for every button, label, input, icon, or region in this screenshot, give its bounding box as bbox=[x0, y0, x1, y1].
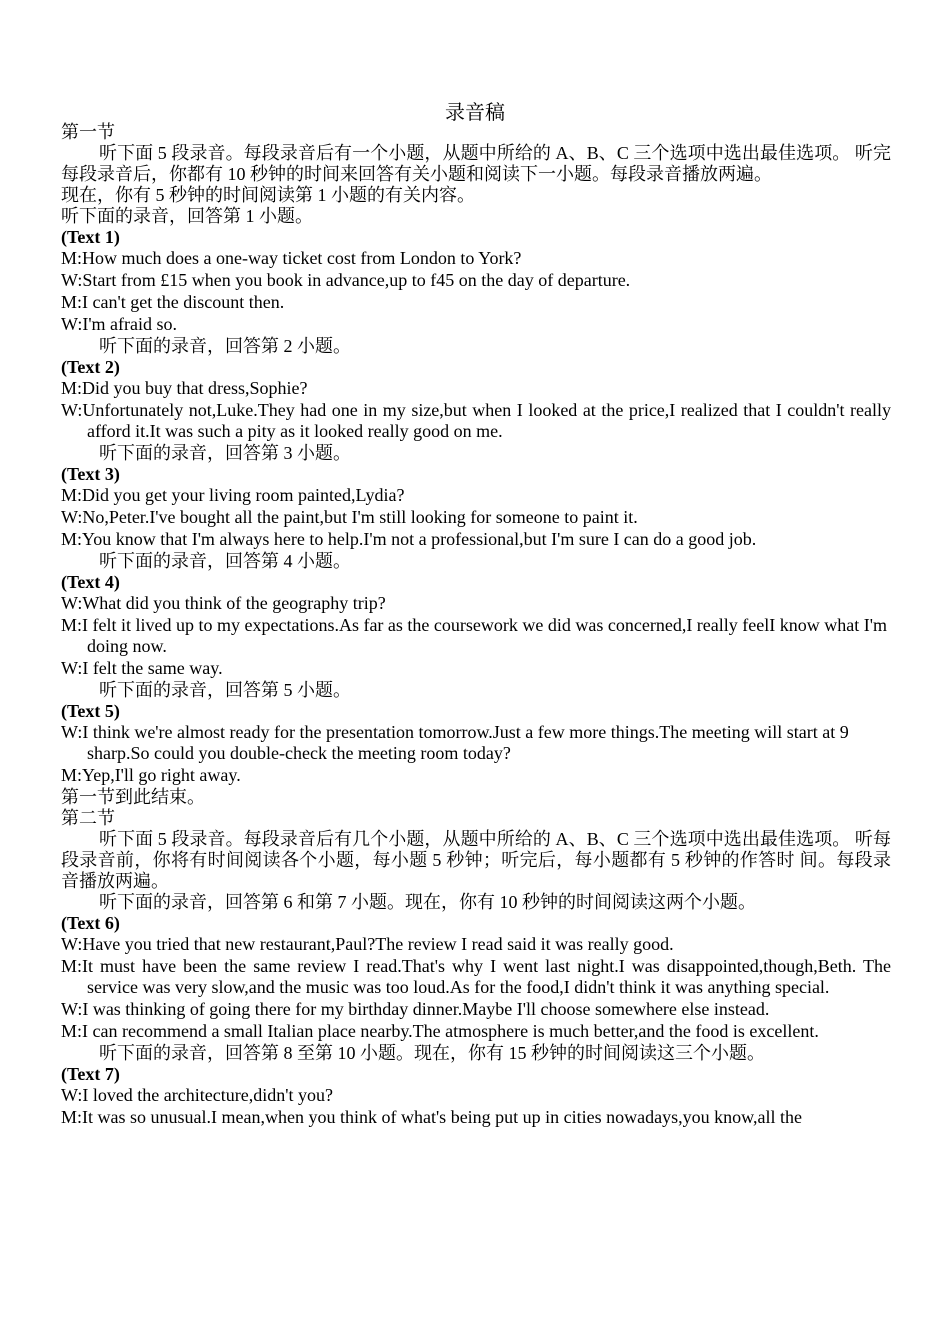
dialogue-line: W:I'm afraid so. bbox=[61, 314, 178, 334]
listening-prompt: 听下面的录音，回答第 8 至第 10 小题。现在，你有 15 秒钟的时间阅读这三个小题。 bbox=[99, 1043, 765, 1063]
section-instructions: 听下面 5 段录音。每段录音后有几个小题，从题中所给的 A、B、C 三个选项中选出最佳选项。 听每段录音前，你将有时间阅读各个小题，每小题 5 秒钟；听完后，每小题都有 5 秒钟的作答时 间。每段录音播放两遍。 bbox=[61, 829, 891, 891]
dialogue-line: W:I loved the architecture,didn't you? bbox=[61, 1085, 333, 1105]
section-heading: 第一节 bbox=[61, 122, 115, 142]
listening-prompt: 听下面的录音，回答第 1 小题。 bbox=[61, 206, 313, 226]
listening-prompt: 听下面的录音，回答第 4 小题。 bbox=[99, 551, 351, 571]
dialogue-line: W:Unfortunately not,Luke.They had one in my size,but when I looked at the price,I realized that I couldn't really afford it.It was such a pity as it looked really good on me. bbox=[61, 400, 891, 441]
section-instructions: 听下面 5 段录音。每段录音后有一个小题，从题中所给的 A、B、C 三个选项中选出最佳选项。 听完每段录音后，你都有 10 秒钟的时间来回答有关小题和阅读下一小题。每段录音播放两遍。 bbox=[61, 143, 891, 184]
dialogue-line: M:Did you get your living room painted,Lydia? bbox=[61, 485, 405, 505]
reading-notice: 现在，你有 5 秒钟的时间阅读第 1 小题的有关内容。 bbox=[61, 185, 475, 205]
text-label: (Text 5) bbox=[61, 701, 120, 721]
text-label: (Text 3) bbox=[61, 464, 120, 484]
dialogue-line: W:What did you think of the geography trip? bbox=[61, 593, 386, 613]
dialogue-line: M:It was so unusual.I mean,when you think of what's being put up in cities nowadays,you know,all the bbox=[61, 1107, 802, 1127]
section-end: 第一节到此结束。 bbox=[61, 787, 205, 807]
dialogue-line: W:I was thinking of going there for my birthday dinner.Maybe I'll choose somewhere else instead. bbox=[61, 999, 770, 1019]
dialogue-line: M:I can recommend a small Italian place nearby.The atmosphere is much better,and the food is excellent. bbox=[61, 1021, 819, 1041]
dialogue-line: W:I think we're almost ready for the presentation tomorrow.Just a few more things.The meeting will start at 9 sharp.So could you double-check the meeting room today? bbox=[61, 722, 849, 763]
dialogue-line: M:I can't get the discount then. bbox=[61, 292, 285, 312]
text-label: (Text 1) bbox=[61, 227, 120, 247]
listening-prompt: 听下面的录音，回答第 6 和第 7 小题。现在，你有 10 秒钟的时间阅读这两个小题。 bbox=[99, 892, 756, 912]
dialogue-line: M:It must have been the same review I read.That's why I went last night.I was disappointed,though,Beth. The service was very slow,and the music was too loud.As for the food,I didn't think it was anything special. bbox=[61, 956, 891, 997]
text-label: (Text 4) bbox=[61, 572, 120, 592]
document-body bbox=[61, 122, 891, 1129]
dialogue-line: M:How much does a one-way ticket cost from London to York? bbox=[61, 248, 522, 268]
text-label: (Text 2) bbox=[61, 357, 120, 377]
dialogue-line: W:Start from £15 when you book in advance,up to f45 on the day of departure. bbox=[61, 270, 631, 290]
dialogue-line: M:You know that I'm always here to help.I'm not a professional,but I'm sure I can do a good job. bbox=[61, 529, 757, 549]
listening-prompt: 听下面的录音，回答第 2 小题。 bbox=[99, 336, 351, 356]
dialogue-line: M:Did you buy that dress,Sophie? bbox=[61, 378, 308, 398]
section-heading: 第二节 bbox=[61, 808, 115, 828]
dialogue-line: M:Yep,I'll go right away. bbox=[61, 765, 241, 785]
listening-prompt: 听下面的录音，回答第 3 小题。 bbox=[99, 443, 351, 463]
document-title: 录音稿 bbox=[445, 102, 505, 124]
listening-prompt: 听下面的录音，回答第 5 小题。 bbox=[99, 680, 351, 700]
dialogue-line: M:I felt it lived up to my expectations.As far as the coursework we did was concerned,I really feelI know what I'm doing now. bbox=[61, 615, 887, 656]
text-label: (Text 7) bbox=[61, 1064, 120, 1084]
dialogue-line: W:I felt the same way. bbox=[61, 658, 223, 678]
text-label: (Text 6) bbox=[61, 913, 120, 933]
dialogue-line: W:Have you tried that new restaurant,Paul?The review I read said it was really good. bbox=[61, 934, 674, 954]
dialogue-line: W:No,Peter.I've bought all the paint,but I'm still looking for someone to paint it. bbox=[61, 507, 638, 527]
